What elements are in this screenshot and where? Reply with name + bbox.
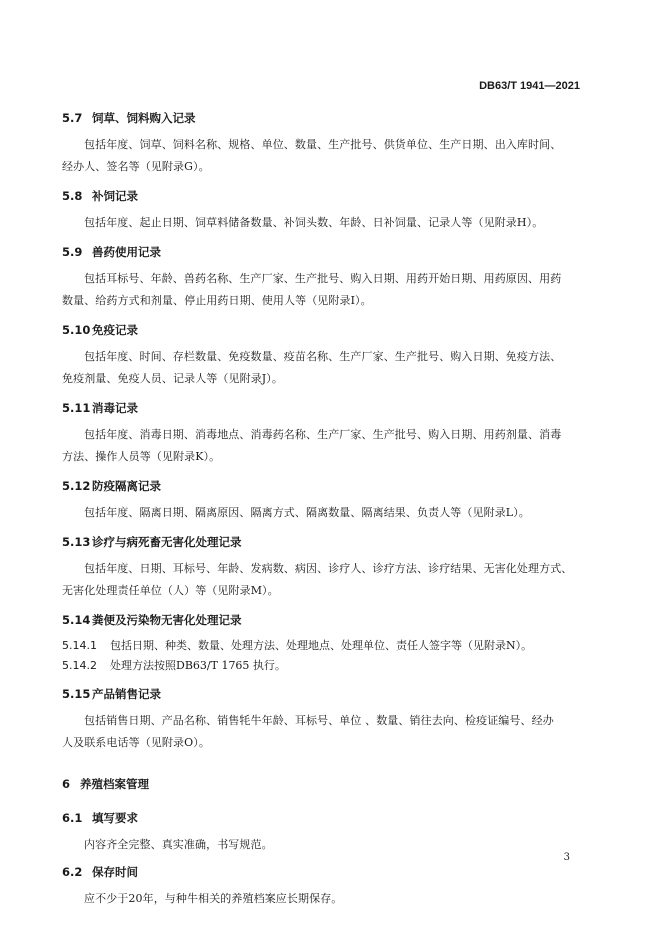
section-5-13	[62, 534, 602, 602]
paragraph-line: 包括销售日期、产品名称、销售牦牛年龄、耳标号、单位 、数量、销往去向、检疫证编号、经办	[84, 714, 554, 727]
section-title: 填写要求	[92, 811, 138, 825]
section-5-9	[62, 244, 602, 312]
section-title: 保存时间	[92, 865, 138, 879]
section-number: 5.11	[62, 401, 91, 415]
section-number: 5.7	[62, 111, 83, 125]
section-5-10	[62, 322, 602, 390]
subsection-number: 5.14.2	[62, 659, 97, 672]
subsection-5-14-2	[62, 656, 602, 676]
paragraph-line: 数量、给药方式和剂量、停止用药日期、使用人等（见附录I）。	[62, 294, 372, 307]
section-title: 粪便及污染物无害化处理记录	[92, 613, 242, 627]
paragraph-line: 包括年度、饲草、饲料名称、规格、单位、数量、生产批号、供货单位、生产日期、出入库时间、	[84, 138, 562, 151]
section-number: 5.14	[62, 613, 91, 627]
section-title: 补饲记录	[92, 189, 138, 203]
subsection-text: 处理方法按照DB63/T 1765 执行。	[110, 659, 286, 672]
section-5-11	[62, 400, 602, 468]
section-5-7	[62, 110, 602, 178]
section-number: 5.10	[62, 323, 91, 337]
paragraph-line: 包括年度、消毒日期、消毒地点、消毒药名称、生产厂家、生产批号、购入日期、用药剂量、消毒	[84, 428, 562, 441]
paragraph-line: 应不少于20年，与种牛相关的养殖档案应长期保存。	[84, 892, 343, 905]
section-title: 饲草、饲料购入记录	[92, 111, 196, 125]
document-code: DB63/T 1941—2021	[479, 80, 580, 92]
section-title: 兽药使用记录	[92, 245, 161, 259]
section-5-12	[62, 478, 602, 524]
section-title: 产品销售记录	[92, 687, 161, 701]
paragraph-line: 人及联系电话等（见附录O）。	[62, 736, 210, 749]
section-5-15	[62, 686, 602, 754]
section-number: 5.12	[62, 479, 91, 493]
chapter-number: 6	[62, 777, 71, 791]
chapter-6	[62, 776, 602, 792]
section-number: 5.9	[62, 245, 83, 259]
paragraph-line: 无害化处理责任单位（人）等（见附录M）。	[62, 584, 279, 597]
subsection-number: 5.14.1	[62, 639, 97, 652]
paragraph-line: 内容齐全完整、真实准确，书写规范。	[84, 838, 273, 851]
section-5-14	[62, 612, 602, 676]
paragraph-line: 免疫剂量、免疫人员、记录人等（见附录J）。	[62, 372, 284, 385]
paragraph-line: 包括年度、隔离日期、隔离原因、隔离方式、隔离数量、隔离结果、负责人等（见附录L）。	[84, 506, 530, 519]
section-title: 防疫隔离记录	[92, 479, 161, 493]
paragraph-line: 包括耳标号、年龄、兽药名称、生产厂家、生产批号、购入日期、用药开始日期、用药原因、用药	[84, 272, 562, 285]
page-number: 3	[563, 852, 570, 863]
section-number: 5.13	[62, 535, 91, 549]
section-number: 6.2	[62, 865, 83, 879]
subsection-5-14-1	[62, 636, 602, 656]
section-title: 诊疗与病死畜无害化处理记录	[92, 535, 242, 549]
section-title: 免疫记录	[92, 323, 138, 337]
section-number: 5.15	[62, 687, 91, 701]
section-number: 6.1	[62, 811, 83, 825]
paragraph-line: 包括年度、时间、存栏数量、免疫数量、疫苗名称、生产厂家、生产批号、购入日期、免疫方法、	[84, 350, 562, 363]
section-number: 5.8	[62, 189, 83, 203]
paragraph-line: 经办人、签名等（见附录G）。	[62, 160, 210, 173]
paragraph-line: 包括年度、起止日期、饲草料储备数量、补饲头数、年龄、日补饲量、记录人等（见附录H）。	[84, 216, 544, 229]
paragraph-line: 方法、操作人员等（见附录K）。	[62, 450, 221, 463]
section-6-1	[62, 810, 602, 856]
document-body	[62, 110, 602, 910]
section-6-2	[62, 864, 602, 910]
paragraph-line: 包括年度、日期、耳标号、年龄、发病数、病因、诊疗人、诊疗方法、诊疗结果、无害化处理方式、	[84, 562, 573, 575]
section-title: 消毒记录	[92, 401, 138, 415]
section-5-8	[62, 188, 602, 234]
chapter-title: 养殖档案管理	[80, 777, 149, 791]
subsection-text: 包括日期、种类、数量、处理方法、处理地点、处理单位、责任人签字等（见附录N）。	[110, 639, 533, 652]
